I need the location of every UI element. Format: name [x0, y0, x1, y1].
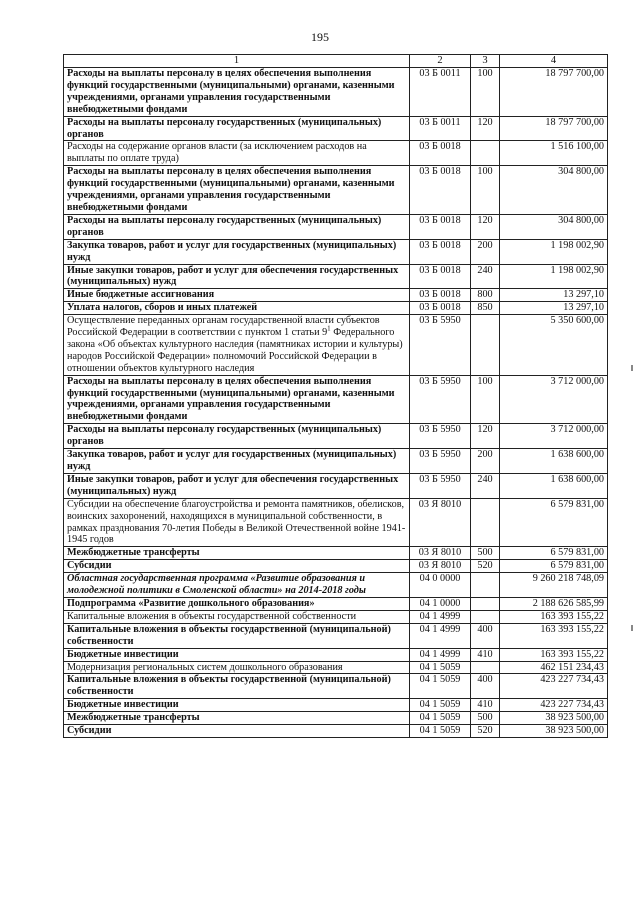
row-code: 03 Б 0018 — [410, 141, 471, 166]
row-amount: 163 393 155,22 — [500, 610, 608, 623]
table-header-row — [64, 55, 608, 68]
row-code: 04 1 5059 — [410, 699, 471, 712]
row-type: 100 — [471, 166, 500, 215]
row-description: Расходы на выплаты персоналу государственных (муниципальных) органов — [64, 116, 410, 141]
row-amount: 13 297,10 — [500, 289, 608, 302]
row-amount: 13 297,10 — [500, 302, 608, 315]
row-type: 500 — [471, 712, 500, 725]
row-amount: 1 198 002,90 — [500, 264, 608, 289]
table-row — [64, 699, 608, 712]
row-description: Расходы на содержание органов власти (за исключением расходов на выплаты по оплате труда) — [64, 141, 410, 166]
row-type: 800 — [471, 289, 500, 302]
row-description: Бюджетные инвестиции — [64, 699, 410, 712]
row-description: Подпрограмма «Развитие дошкольного образования» — [64, 597, 410, 610]
row-amount: 3 712 000,00 — [500, 424, 608, 449]
row-amount: 6 579 831,00 — [500, 547, 608, 560]
header-col-4: 4 — [500, 55, 608, 68]
row-amount: 462 151 234,43 — [500, 661, 608, 674]
table-row — [64, 674, 608, 699]
row-description: Расходы на выплаты персоналу государственных (муниципальных) органов — [64, 424, 410, 449]
table-row — [64, 166, 608, 215]
row-type: 520 — [471, 725, 500, 738]
row-code: 04 1 0000 — [410, 597, 471, 610]
row-description: Расходы на выплаты персоналу в целях обеспечения выполнения функций государственными (муниципальными) органами, казенными учреждениями, органами управления государственными внебюджетными фондами — [64, 68, 410, 117]
table-row — [64, 610, 608, 623]
row-code: 04 1 4999 — [410, 610, 471, 623]
row-type: 100 — [471, 68, 500, 117]
row-code: 04 1 5059 — [410, 661, 471, 674]
row-code: 03 Я 8010 — [410, 498, 471, 547]
row-amount: 163 393 155,22 — [500, 623, 608, 648]
row-amount: 18 797 700,00 — [500, 116, 608, 141]
header-col-2: 2 — [410, 55, 471, 68]
row-description: Модернизация региональных систем дошкольного образования — [64, 661, 410, 674]
row-code: 03 Б 0018 — [410, 214, 471, 239]
superscript: 1 — [327, 324, 331, 333]
row-type: 410 — [471, 648, 500, 661]
row-amount: 6 579 831,00 — [500, 498, 608, 547]
row-code: 04 1 4999 — [410, 623, 471, 648]
row-type — [471, 315, 500, 376]
table-row — [64, 375, 608, 424]
row-code: 03 Б 5950 — [410, 315, 471, 376]
row-type: 410 — [471, 699, 500, 712]
row-type — [471, 498, 500, 547]
table-row — [64, 597, 608, 610]
row-code: 03 Б 0011 — [410, 68, 471, 117]
row-type: 120 — [471, 424, 500, 449]
row-amount: 163 393 155,22 — [500, 648, 608, 661]
row-description: Капитальные вложения в объекты государственной собственности — [64, 610, 410, 623]
row-amount: 1 638 600,00 — [500, 449, 608, 474]
row-code: 04 1 4999 — [410, 648, 471, 661]
table-row — [64, 141, 608, 166]
row-description: Иные бюджетные ассигнования — [64, 289, 410, 302]
table-row — [64, 449, 608, 474]
row-code: 03 Я 8010 — [410, 560, 471, 573]
table-row — [64, 712, 608, 725]
row-description: Иные закупки товаров, работ и услуг для обеспечения государственных (муниципальных) нужд — [64, 473, 410, 498]
table-row — [64, 547, 608, 560]
row-code: 03 Б 5950 — [410, 424, 471, 449]
table-row — [64, 473, 608, 498]
table-row — [64, 573, 608, 598]
row-type: 400 — [471, 674, 500, 699]
row-amount: 6 579 831,00 — [500, 560, 608, 573]
row-type: 100 — [471, 375, 500, 424]
row-description: Иные закупки товаров, работ и услуг для обеспечения государственных (муниципальных) нужд — [64, 264, 410, 289]
row-type: 850 — [471, 302, 500, 315]
row-type: 120 — [471, 214, 500, 239]
row-amount: 423 227 734,43 — [500, 699, 608, 712]
row-description: Субсидии — [64, 725, 410, 738]
row-description: Межбюджетные трансферты — [64, 712, 410, 725]
row-code: 03 Б 0011 — [410, 116, 471, 141]
row-code: 04 1 5059 — [410, 725, 471, 738]
table-row — [64, 239, 608, 264]
row-description: Закупка товаров, работ и услуг для государственных (муниципальных) нужд — [64, 449, 410, 474]
page-number: 195 — [311, 30, 329, 44]
row-code: 03 Б 0018 — [410, 264, 471, 289]
row-type — [471, 597, 500, 610]
row-type: 240 — [471, 473, 500, 498]
row-code: 03 Б 0018 — [410, 302, 471, 315]
table-row — [64, 315, 608, 376]
table-row — [64, 498, 608, 547]
row-description: Субсидии на обеспечение благоустройства и ремонта памятников, обелисков, воинских захоронений, находящихся в муниципальной собственности, в рамках празднования 70-летия Победы в Великой Отечественной войне 1941-1945 годов — [64, 498, 410, 547]
row-amount: 2 188 626 585,99 — [500, 597, 608, 610]
row-description: Капитальные вложения в объекты государственной (муниципальной) собственности — [64, 674, 410, 699]
table-row — [64, 623, 608, 648]
row-type: 240 — [471, 264, 500, 289]
row-description: Закупка товаров, работ и услуг для государственных (муниципальных) нужд — [64, 239, 410, 264]
row-amount: 9 260 218 748,09 — [500, 573, 608, 598]
row-amount: 38 923 500,00 — [500, 725, 608, 738]
table-row — [64, 116, 608, 141]
table-row — [64, 289, 608, 302]
row-description: Областная государственная программа «Развитие образования и молодежной политики в Смоленской области» на 2014-2018 годы — [64, 573, 410, 598]
row-description — [64, 315, 410, 376]
row-code: 04 1 5059 — [410, 712, 471, 725]
page-edge-mark — [631, 625, 633, 631]
row-code: 04 1 5059 — [410, 674, 471, 699]
header-col-1: 1 — [64, 55, 410, 68]
row-description: Субсидии — [64, 560, 410, 573]
row-type: 120 — [471, 116, 500, 141]
row-amount: 1 638 600,00 — [500, 473, 608, 498]
row-code: 03 Б 0018 — [410, 239, 471, 264]
row-amount: 304 800,00 — [500, 166, 608, 215]
row-description: Расходы на выплаты персоналу государственных (муниципальных) органов — [64, 214, 410, 239]
table-row — [64, 648, 608, 661]
row-amount: 18 797 700,00 — [500, 68, 608, 117]
row-type: 520 — [471, 560, 500, 573]
row-description: Расходы на выплаты персоналу в целях обеспечения выполнения функций государственными (муниципальными) органами, казенными учреждениями, органами управления государственными внебюджетными фондами — [64, 375, 410, 424]
table-row — [64, 302, 608, 315]
row-type: 400 — [471, 623, 500, 648]
page-edge-mark — [631, 365, 633, 371]
row-amount: 304 800,00 — [500, 214, 608, 239]
table-row — [64, 661, 608, 674]
table-row — [64, 725, 608, 738]
row-description: Уплата налогов, сборов и иных платежей — [64, 302, 410, 315]
row-type — [471, 573, 500, 598]
row-code: 04 0 0000 — [410, 573, 471, 598]
row-type: 200 — [471, 239, 500, 264]
row-amount: 423 227 734,43 — [500, 674, 608, 699]
row-amount: 1 516 100,00 — [500, 141, 608, 166]
row-description-part: Осуществление переданных органам государственной власти субъектов Российской Федерации в соответствии с пунктом 1 статьи 9 — [67, 315, 380, 339]
table-row — [64, 264, 608, 289]
row-code: 03 Б 5950 — [410, 473, 471, 498]
row-type — [471, 661, 500, 674]
row-code: 03 Б 5950 — [410, 449, 471, 474]
row-code: 03 Я 8010 — [410, 547, 471, 560]
row-amount: 5 350 600,00 — [500, 315, 608, 376]
row-description-part: Федерального закона «Об объектах культурного наследия (памятниках истории и культуры) народов Российской Федерации» полномочий Российской Федерации в отношении объектов культурного наследия — [67, 327, 403, 374]
row-code: 03 Б 0018 — [410, 289, 471, 302]
row-type: 500 — [471, 547, 500, 560]
table-row — [64, 68, 608, 117]
table-row — [64, 560, 608, 573]
row-description: Расходы на выплаты персоналу в целях обеспечения выполнения функций государственными (муниципальными) органами, казенными учреждениями, органами управления государственными внебюджетными фондами — [64, 166, 410, 215]
row-type: 200 — [471, 449, 500, 474]
row-amount: 38 923 500,00 — [500, 712, 608, 725]
row-amount: 1 198 002,90 — [500, 239, 608, 264]
row-type — [471, 610, 500, 623]
row-code: 03 Б 0018 — [410, 166, 471, 215]
table-row — [64, 424, 608, 449]
row-amount: 3 712 000,00 — [500, 375, 608, 424]
row-description: Капитальные вложения в объекты государственной (муниципальной) собственности — [64, 623, 410, 648]
row-type — [471, 141, 500, 166]
table-body — [64, 68, 608, 738]
budget-table — [63, 54, 608, 738]
header-col-3: 3 — [471, 55, 500, 68]
row-description: Межбюджетные трансферты — [64, 547, 410, 560]
row-code: 03 Б 5950 — [410, 375, 471, 424]
table-row — [64, 214, 608, 239]
row-description: Бюджетные инвестиции — [64, 648, 410, 661]
